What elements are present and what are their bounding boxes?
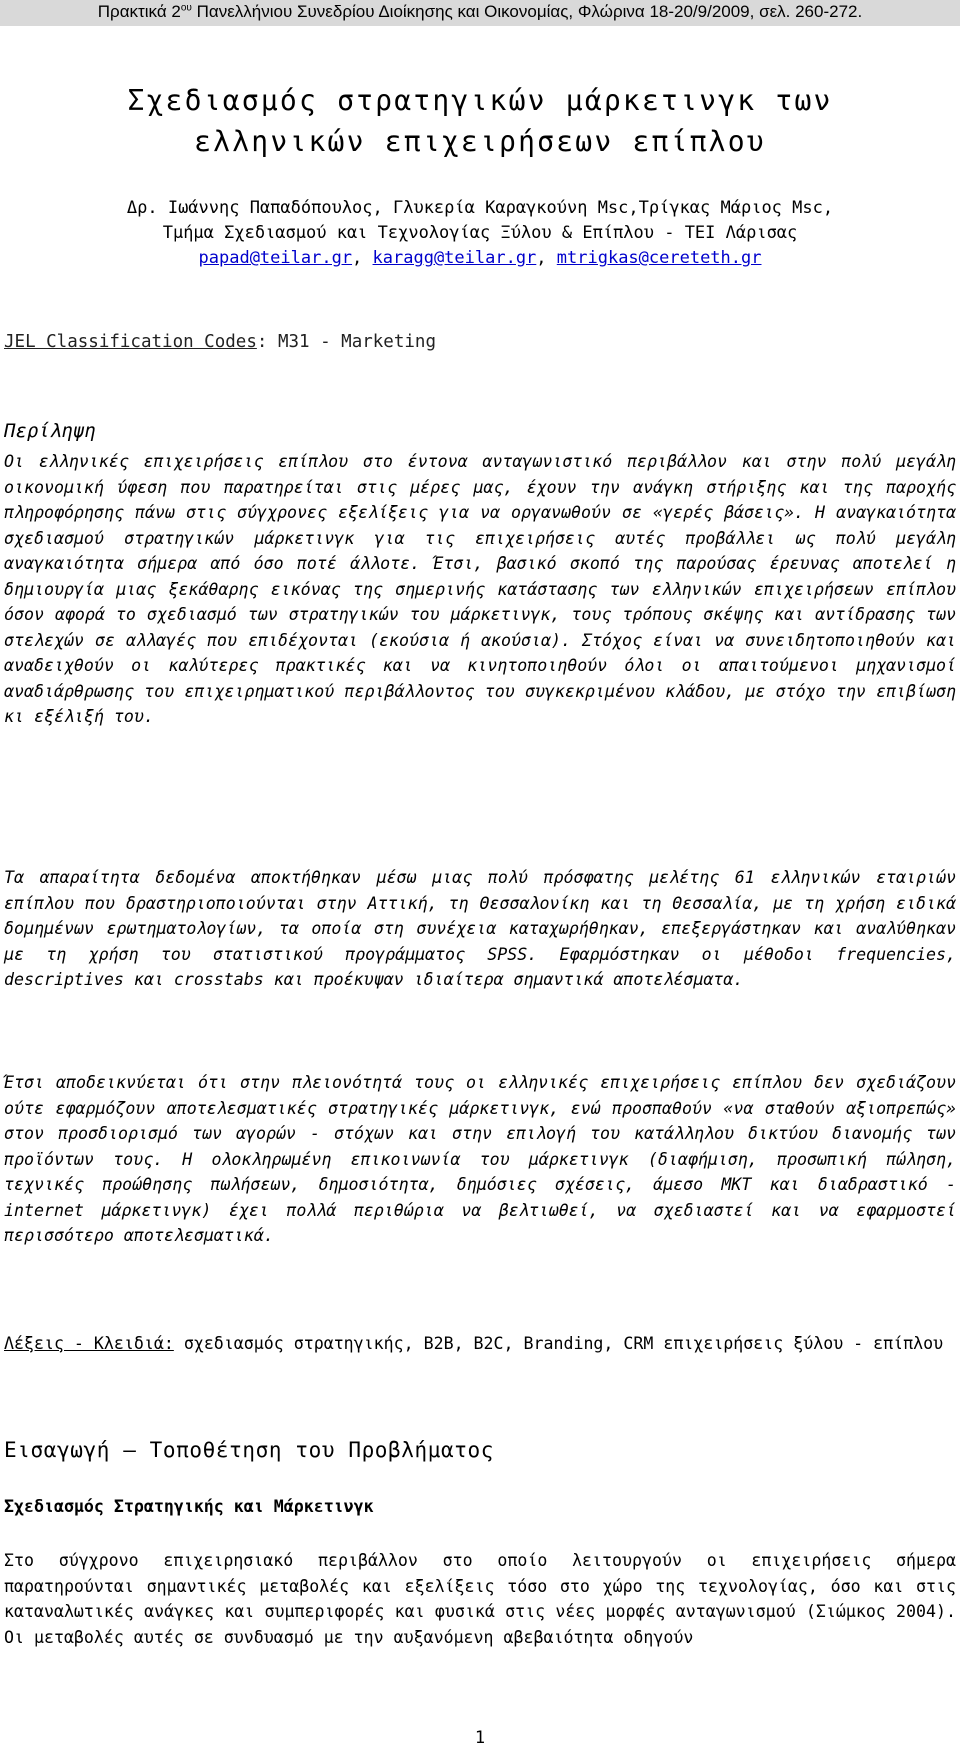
header-text-a: Πρακτικά 2	[97, 2, 181, 21]
abstract-paragraph-2: Τα απαραίτητα δεδομένα αποκτήθηκαν μέσω μιας πολύ πρόσφατης μελέτης 61 ελληνικών εταιριών επίπλου που δραστηριοποιούνται στην Αττική, τη Θεσσαλονίκη και τη Θεσσαλία, με τη χρήση ειδικά δομημένων ερωτηματολογίων, τα οποία στη συνέχεια καταχωρήθηκαν, επεξεργάστηκαν και αναλύθηκαν με τη χρήση του στατιστικού προγράμματος SPSS. Εφαρμόστηκαν οι μέθοδοι frequencies, descriptives και crosstabs και προέκυψαν ιδιαίτερα σημαντικά αποτελέσματα.	[4, 868, 956, 989]
keywords-text: σχεδιασμός στρατηγικής, B2B, B2C, Branding, CRM επιχειρήσεις ξύλου - επίπλου	[173, 1334, 944, 1353]
jel-label: JEL Classification Codes	[4, 332, 257, 352]
authors-block	[0, 196, 960, 271]
intro-paragraph-1: Στο σύγχρονο επιχειρησιακό περιβάλλον στο οποίο λειτουργούν οι επιχειρήσεις σήμερα παρατηρούνται σημαντικές μεταβολές και εξελίξεις τόσο στο χώρο της τεχνολογίας, όσο και στις καταναλωτικές ανάγκες και συμπεριφορές και φυσικά στις νέες μορφές ανταγωνισμού (Σιώμκος 2004). Οι μεταβολές αυτές σε συνδυασμό με την αυξανόμενη αβεβαιότητα οδηγούν	[4, 1551, 956, 1647]
section-heading-introduction: Εισαγωγή – Τοποθέτηση του Προβλήματος	[4, 1438, 494, 1462]
abstract-heading: Περίληψη	[4, 420, 96, 442]
header-text-b: Πανελλήνιου Συνεδρίου Διοίκησης και Οικονομίας, Φλώρινα 18-20/9/2009, σελ. 260-272.	[191, 2, 863, 21]
subsection-heading-strategy: Σχεδιασμός Στρατηγικής και Μάρκετινγκ	[4, 1497, 374, 1516]
author-names: Δρ. Ιωάννης Παπαδόπουλος, Γλυκερία Καραγκούνη Msc,Τρίγκας Μάριος Msc,	[126, 198, 834, 218]
email-separator: ,	[352, 248, 373, 268]
email-separator: ,	[536, 248, 557, 268]
jel-value: : M31 - Marketing	[256, 332, 436, 352]
email-link-papad[interactable]: papad@teilar.gr	[198, 248, 353, 268]
page-number: 1	[474, 1728, 486, 1748]
title-line-1: Σχεδιασμός στρατηγικών μάρκετινγκ των	[127, 84, 833, 117]
keywords	[4, 1331, 956, 1357]
title-line-2: ελληνικών επιχειρήσεων επίπλου	[194, 125, 766, 158]
running-header	[0, 0, 960, 26]
author-emails	[0, 246, 960, 271]
email-link-karagg[interactable]: karagg@teilar.gr	[372, 248, 537, 268]
keywords-label: Λέξεις - Κλειδιά:	[4, 1334, 174, 1353]
author-affiliation: Τμήμα Σχεδιασμού και Τεχνολογίας Ξύλου & Επίπλου - ΤΕΙ Λάρισας	[162, 223, 798, 243]
email-link-mtrigkas[interactable]: mtrigkas@cereteth.gr	[556, 248, 762, 268]
abstract-paragraph-1: Οι ελληνικές επιχειρήσεις επίπλου στο έντονα ανταγωνιστικό περιβάλλον και στην πολύ μεγάλη οικονομική ύφεση που παρατηρείται στις μέρες μας, έχουν την ανάγκη στήριξης και της παροχής πληροφόρησης πάνω στις σύγχρονες εξελίξεις για να οργανωθούν σε «γερές βάσεις». Η αναγκαιότητα σχεδιασμού στρατηγικών μάρκετινγκ για τις επιχειρήσεις αυτές προβάλλει ως πολύ μεγάλη αναγκαιότητα σήμερα από όσο ποτέ άλλοτε. Έτσι, βασικό σκοπό της παρούσας έρευνας αποτελεί η δημιουργία μιας ξεκάθαρης εικόνας της σημερινής κατάστασης των ελληνικών επιχειρήσεων επίπλου όσον αφορά το σχεδιασμό των στρατηγικών του μάρκετινγκ, τους τρόπους σκέψης και αντίδρασης των στελεχών σε αλλαγές που επιδέχονται (εκούσια ή ακούσια). Στόχος είναι να συνειδητοποιηθούν και αναδειχθούν οι καλύτερες πρακτικές και να κινητοποιηθούν όλοι οι απαιτούμενοι μηχανισμοί αναδιάρθρωσης του επιχειρηματικού περιβάλλοντος του συγκεκριμένου κλάδου, με στόχο την επιβίωση κι εξέλιξή του.	[4, 452, 956, 726]
jel-classification	[4, 332, 436, 352]
abstract-paragraph-3: Έτσι αποδεικνύεται ότι στην πλειονότητά τους οι ελληνικές επιχειρήσεις επίπλου δεν σχεδιάζουν ούτε εφαρμόζουν αποτελεσματικές στρατηγικές μάρκετινγκ, ενώ προσπαθούν «να σταθούν αξιοπρεπώς» στον προσδιορισμό των αγορών - στόχων και στην επιλογή του κατάλληλου δικτύου διανομής των προϊόντων τους. Η ολοκληρωμένη επικοινωνία του μάρκετινγκ (διαφήμιση, προσωπική πώληση, τεχνικές προώθησης πωλήσεων, δημοσιότητα, δημόσιες σχέσεις, άμεσο ΜΚΤ και διαδραστικό - internet μάρκετινγκ) έχει πολλά περιθώρια να βελτιωθεί, να σχεδιαστεί και να εφαρμοστεί περισσότερο αποτελεσματικά.	[4, 1073, 956, 1245]
header-superscript: ου	[180, 2, 192, 14]
paper-title	[0, 80, 960, 162]
